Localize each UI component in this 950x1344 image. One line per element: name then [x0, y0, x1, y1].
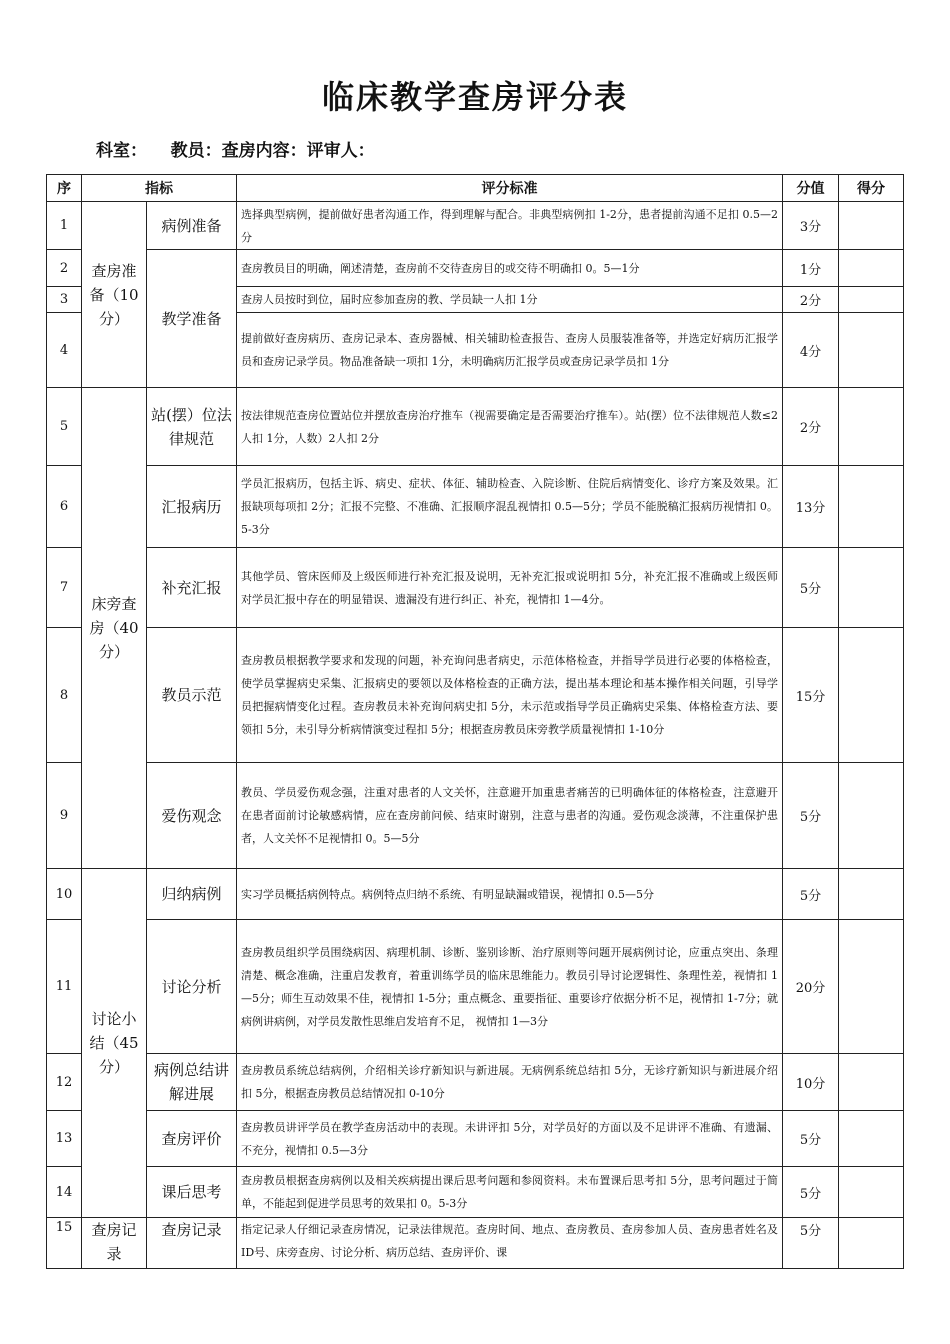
value-cell: 2分: [783, 287, 839, 313]
indicator-cell: 查房记录: [147, 1218, 237, 1269]
score-input-cell[interactable]: [839, 869, 904, 920]
score-input-cell[interactable]: [839, 388, 904, 466]
indicator-cell: 教学准备: [147, 250, 237, 388]
header-no: 序: [47, 175, 82, 202]
row-number: 3: [47, 287, 82, 313]
row-number: 1: [47, 202, 82, 250]
row-number: 2: [47, 250, 82, 287]
criteria-cell: 实习学员概括病例特点。病例特点归纳不系统、有明显缺漏或错误，视情扣 0.5—5分: [237, 869, 783, 920]
table-row: [47, 202, 904, 250]
table-row: [47, 1054, 904, 1111]
value-cell: 4分: [783, 313, 839, 388]
criteria-cell: 查房教员根据教学要求和发现的问题，补充询问患者病史，示范体格检查，并指导学员进行必要的体格检查，使学员掌握病史采集、汇报病史的要领以及体格检查的正确方法，提出基本理论和基本操作相关问题，引导学员把握病情变化过程。查房教员未补充询问病史扣 5分，未示范或指导学员正确病史采集、体格检查方法、要领扣 5分，未引导分析病情演变过程扣 5分；根据查房教员床旁教学质量视情扣 1-10分: [237, 628, 783, 763]
category-bedside: 床旁查房（40分）: [82, 388, 147, 869]
row-number: 11: [47, 920, 82, 1054]
criteria-cell: 查房教员系统总结病例，介绍相关诊疗新知识与新进展。无病例系统总结扣 5分，无诊疗新知识与新进展介绍扣 5分，根据查房教员总结情况扣 0-10分: [237, 1054, 783, 1111]
criteria-cell: 查房教员根据查房病例以及相关疾病提出课后思考问题和参阅资料。未布置课后思考扣 5分，思考问题过于简单，不能起到促进学员思考的效果扣 0。5-3分: [237, 1167, 783, 1218]
indicator-cell: 站(摆）位法律规范: [147, 388, 237, 466]
row-number: 14: [47, 1167, 82, 1218]
value-cell: 5分: [783, 869, 839, 920]
criteria-cell: 查房人员按时到位，届时应参加查房的教、学员缺一人扣 1分: [237, 287, 783, 313]
header-value: 分值: [783, 175, 839, 202]
score-input-cell[interactable]: [839, 1111, 904, 1167]
row-number: 10: [47, 869, 82, 920]
score-input-cell[interactable]: [839, 548, 904, 628]
table-row: [47, 388, 904, 466]
row-number: 6: [47, 466, 82, 548]
value-cell: 3分: [783, 202, 839, 250]
category-prep: 查房准备（10分）: [82, 202, 147, 388]
page-title: 临床教学查房评分表: [321, 78, 628, 116]
indicator-cell: 讨论分析: [147, 920, 237, 1054]
indicator-cell: 教员示范: [147, 628, 237, 763]
indicator-cell: 查房评价: [147, 1111, 237, 1167]
criteria-cell: 教员、学员爱伤观念强，注重对患者的人文关怀，注意避开加重患者痛苦的已明确体征的体格检查，注意避开在患者面前讨论敏感病情，应在查房前问候、结束时谢别，注意与患者的沟通。爱伤观念淡薄，不注重保护患者，人文关怀不足视情扣 0。5—5分: [237, 763, 783, 869]
value-cell: 15分: [783, 628, 839, 763]
header-row: [47, 175, 904, 202]
criteria-cell: 查房教员目的明确，阐述清楚，查房前不交待查房目的或交待不明确扣 0。5—1分: [237, 250, 783, 287]
criteria-cell: 学员汇报病历，包括主诉、病史、症状、体征、辅助检查、入院诊断、住院后病情变化、诊疗方案及效果。汇报缺项每项扣 2分；汇报不完整、不准确、汇报顺序混乱视情扣 0.5—5分；学员不能脱稿汇报病历视情扣 0。5-3分: [237, 466, 783, 548]
header-criteria: 评分标准: [237, 175, 783, 202]
value-cell: 5分: [783, 1111, 839, 1167]
row-number: 12: [47, 1054, 82, 1111]
table-row: [47, 920, 904, 1054]
value-cell: 5分: [783, 1218, 839, 1269]
indicator-cell: 病例总结讲解进展: [147, 1054, 237, 1111]
table-row: [47, 628, 904, 763]
category-discussion: 讨论小结（45分）: [82, 869, 147, 1218]
value-cell: 20分: [783, 920, 839, 1054]
indicator-cell: 课后思考: [147, 1167, 237, 1218]
score-input-cell[interactable]: [839, 1218, 904, 1269]
scoring-table: [46, 174, 904, 1269]
row-number: 13: [47, 1111, 82, 1167]
criteria-cell: 查房教员组织学员围绕病因、病理机制、诊断、鉴别诊断、治疗原则等问题开展病例讨论，应重点突出、条理清楚、概念准确，注重启发教育，着重训练学员的临床思维能力。教员引导讨论逻辑性、条理性差，视情扣 1—5分；师生互动效果不佳，视情扣 1-5分；重点概念、重要指征、重要诊疗依据分析不足，视情扣 1-7分；就病例讲病例，对学员发散性思维启发培育不足， 视情扣 1—3分: [237, 920, 783, 1054]
info-line: 科室： 教员：查房内容：评审人：: [96, 141, 375, 161]
indicator-cell: 归纳病例: [147, 869, 237, 920]
score-input-cell[interactable]: [839, 763, 904, 869]
score-input-cell[interactable]: [839, 628, 904, 763]
indicator-cell: 病例准备: [147, 202, 237, 250]
criteria-cell: 查房教员讲评学员在教学查房活动中的表现。未讲评扣 5分，对学员好的方面以及不足讲评不准确、有遗漏、不充分，视情扣 0.5—3分: [237, 1111, 783, 1167]
table-row: [47, 763, 904, 869]
table-row: [47, 1218, 904, 1269]
score-input-cell[interactable]: [839, 250, 904, 287]
score-input-cell[interactable]: [839, 1054, 904, 1111]
category-record: 查房记录: [82, 1218, 147, 1269]
header-score: 得分: [839, 175, 904, 202]
value-cell: 2分: [783, 388, 839, 466]
table-row: [47, 466, 904, 548]
value-cell: 5分: [783, 1167, 839, 1218]
criteria-cell: 按法律规范查房位置站位并摆放查房治疗推车（视需要确定是否需要治疗推车）。站(摆）位不法律规范人数≤2人扣 1分，人数）2人扣 2分: [237, 388, 783, 466]
row-number: 5: [47, 388, 82, 466]
value-cell: 5分: [783, 763, 839, 869]
criteria-cell: 提前做好查房病历、查房记录本、查房器械、相关辅助检查报告、查房人员服装准备等，并选定好病历汇报学员和查房记录学员。物品准备缺一项扣 1分，未明确病历汇报学员或查房记录学员扣 1分: [237, 313, 783, 388]
row-number: 8: [47, 628, 82, 763]
table-row: [47, 1111, 904, 1167]
score-input-cell[interactable]: [839, 287, 904, 313]
indicator-cell: 补充汇报: [147, 548, 237, 628]
row-number: 7: [47, 548, 82, 628]
indicator-cell: 爱伤观念: [147, 763, 237, 869]
value-cell: 13分: [783, 466, 839, 548]
score-input-cell[interactable]: [839, 466, 904, 548]
row-number: 9: [47, 763, 82, 869]
table-row: [47, 548, 904, 628]
header-indicator: 指标: [82, 175, 237, 202]
row-number: 4: [47, 313, 82, 388]
score-input-cell[interactable]: [839, 1167, 904, 1218]
table-row: [47, 869, 904, 920]
indicator-cell: 汇报病历: [147, 466, 237, 548]
criteria-cell: 其他学员、管床医师及上级医师进行补充汇报及说明，无补充汇报或说明扣 5分，补充汇报不准确或上级医师对学员汇报中存在的明显错误、遗漏没有进行纠正、补充，视情扣 1—4分。: [237, 548, 783, 628]
value-cell: 10分: [783, 1054, 839, 1111]
table-row: [47, 1167, 904, 1218]
score-input-cell[interactable]: [839, 202, 904, 250]
criteria-cell: 选择典型病例，提前做好患者沟通工作，得到理解与配合。非典型病例扣 1-2分，患者提前沟通不足扣 0.5—2分: [237, 202, 783, 250]
value-cell: 5分: [783, 548, 839, 628]
value-cell: 1分: [783, 250, 839, 287]
score-input-cell[interactable]: [839, 920, 904, 1054]
row-number: 15: [47, 1218, 82, 1269]
score-input-cell[interactable]: [839, 313, 904, 388]
table-row: [47, 250, 904, 287]
criteria-cell: 指定记录人仔细记录查房情况，记录法律规范。查房时间、地点、查房教员、查房参加人员、查房患者姓名及 ID号、床旁查房、讨论分析、病历总结、查房评价、课: [237, 1218, 783, 1269]
